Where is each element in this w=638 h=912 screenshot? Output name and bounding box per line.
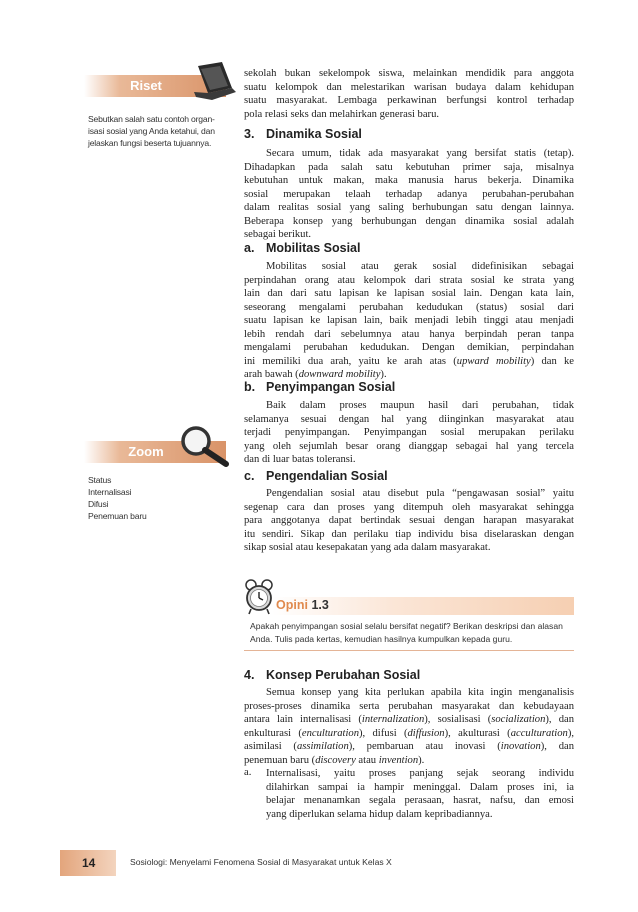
zoom-item: Difusi — [88, 499, 109, 509]
running-footer: Sosiologi: Menyelami Fenomena Sosial di Masyarakat untuk Kelas X — [130, 857, 392, 867]
magnifier-icon — [178, 424, 232, 468]
section-4-paragraph: Semua konsep yang kita perlukan apabila kita ingin menganalisis proses-proses dinamika serta perubahan masyarakat dan kebudayaan antara lain internalisasi (internalization), sosialisasi (socialization), dan enkulturasi (enculturation), difusi (diffusion), akulturasi (acculturation), asimilasi (assimilation), pembaruan atau inovasi (inovation), dan penemuan baru (discovery atau invention). — [244, 687, 574, 766]
opini-divider — [244, 650, 574, 651]
zoom-list — [88, 474, 238, 522]
page-number: 14 — [82, 856, 96, 870]
section-b-heading: b. Penyimpangan Sosial — [244, 380, 396, 394]
zoom-item: Penemuan baru — [88, 511, 147, 521]
zoom-item: Status — [88, 475, 112, 485]
riset-text: Sebutkan salah satu contoh organ- isasi sosial yang Anda ketahui, dan jelaskan fungsi beserta tujuannya. — [88, 114, 215, 148]
list-item-a-marker: a. — [244, 767, 252, 778]
riset-title: Riset — [130, 78, 162, 93]
section-b-paragraph: Baik dalam proses maupun hasil dari perubahan, tidak selamanya sesuai dengan hal yang diinginkan masyarakat atau terjadi penyimpangan. Penyimpangan sosial merupakan perilaku yang oleh sejumlah besar orang dianggap sebagai hal yang tercela dan di luar batas toleransi. — [244, 400, 574, 465]
opini-text: Apakah penyimpangan sosial selalu bersifat negatif? Berikan deskripsi dan alasan Anda. Tulis pada kertas, kemudian hasilnya kumpulkan kepada guru. — [250, 621, 563, 644]
section-c-paragraph: Pengendalian sosial atau disebut pula “pengawasan sosial” yaitu segenap cara dan proses yang ditempuh oleh masyarakat sehingga para anggotanya dapat bertindak sesuai dengan harapan masyarakat itu sendiri. Sikap dan perilaku tiap individu bisa diselaraskan dengan sikap sosial atau kesepakatan yang ada dalam masyarakat. — [244, 488, 574, 553]
section-4-heading: 4. Konsep Perubahan Sosial — [244, 668, 421, 682]
section-a-paragraph: Mobilitas sosial atau gerak sosial didefinisikan sebagai perpindahan orang atau kelompok dari strata sosial ke strata yang lain dan dari satu lapisan ke lapisan sosial lain. Dengan kata lain, seseorang mengalami perubahan kedudukan (status) sosial dari suatu lapisan ke lapisan lain, baik menjadi lebih tinggi atau menjadi lebih rendah dari sebelumnya atau hanya berpindah peran tanpa mengalami perubahan kedudukan. Dengan demikian, perpindahan ini memiliki dua arah, yaitu ke arah atas (upward mobility) dan ke arah bawah (downward mobility). — [244, 261, 574, 380]
zoom-title: Zoom — [128, 444, 164, 459]
section-a-heading: a. Mobilitas Sosial — [244, 241, 361, 255]
laptop-icon — [192, 62, 238, 102]
page-number-badge — [60, 850, 116, 876]
section-3-heading: 3. Dinamika Sosial — [244, 127, 362, 141]
section-c-heading: c. Pengendalian Sosial — [244, 469, 388, 483]
zoom-item: Internalisasi — [88, 487, 132, 497]
opini-title: Opini 1.3 — [276, 598, 329, 612]
alarm-clock-icon — [244, 577, 274, 615]
list-item-a: Internalisasi, yaitu proses panjang sejak seorang individu dilahirkan sampai ia hampir meninggal. Dalam proses ini, ia belajar menanamkan segala perasaan, hasrat, nafsu, dan emosi yang diperlukan selama hidup dalam kepribadiannya. — [266, 768, 574, 820]
section-3-paragraph: Secara umum, tidak ada masyarakat yang bersifat statis (tetap). Dihadapkan pada salah satu kebutuhan primer saja, misalnya kebutuhan untuk makan, maka manusia harus bekerja. Dinamika sosial merupakan telaah terhadap adanya perubahan-perubahan dalam realitas sosial yang saling berhubungan satu dengan lainnya. Beberapa konsep yang berhubungan dengan dinamika sosial adalah sebagai berikut. — [244, 148, 574, 240]
intro-paragraph: sekolah bukan sekelompok siswa, melainkan mendidik para anggota suatu kelompok dan melestarikan warisan budaya dalam kehidupan suatu masyarakat. Lembaga perkawinan berfungsi kontrol terhadap pola relasi seks dan melahirkan generasi baru. — [244, 68, 574, 120]
